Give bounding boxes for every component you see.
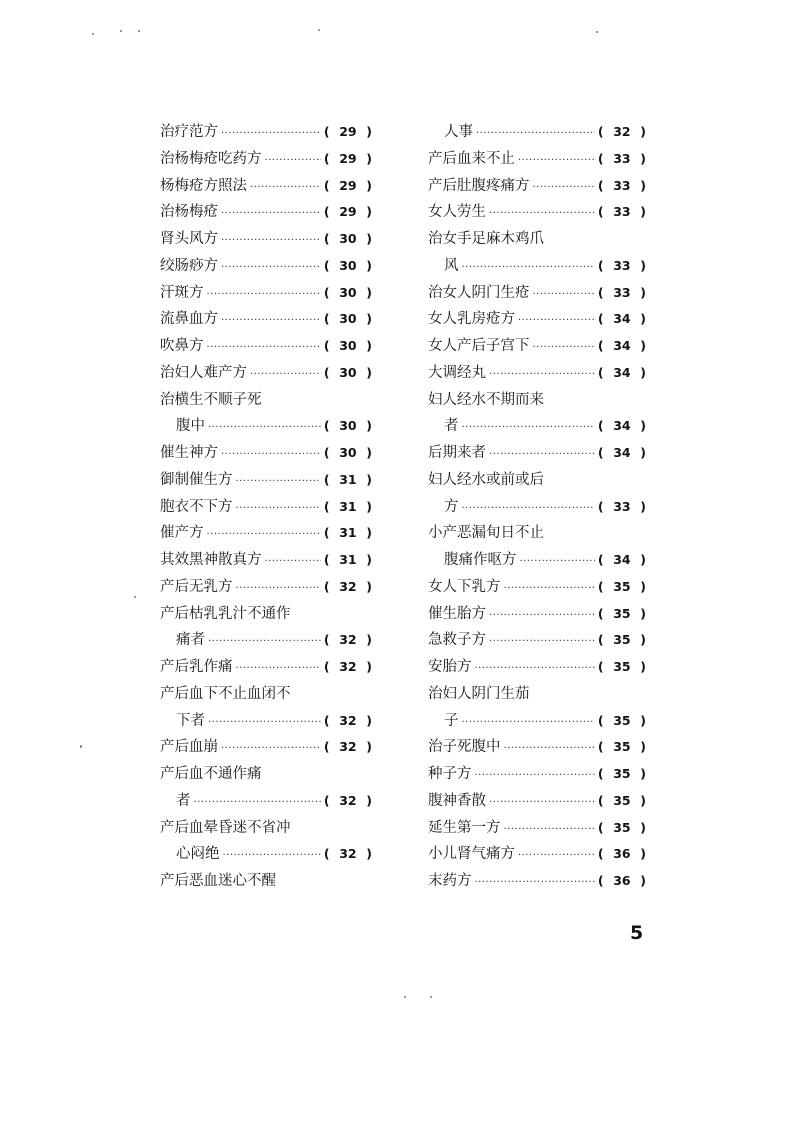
toc-entry-title: 产后恶血迷心不醒 xyxy=(160,873,276,889)
toc-page-number: 30 xyxy=(339,257,357,273)
toc-page-ref: ( 34 ) xyxy=(598,306,646,333)
toc-entry-title: 治杨梅疮 xyxy=(160,204,218,221)
toc-page-number: 30 xyxy=(339,284,357,300)
toc-entry xyxy=(160,841,372,868)
toc-page-number: 33 xyxy=(613,284,631,300)
toc-page-number: 36 xyxy=(613,846,631,862)
dot-leader xyxy=(504,736,595,763)
toc-entry xyxy=(428,520,646,547)
dot-leader xyxy=(236,656,321,683)
toc-entry xyxy=(160,199,372,226)
toc-entry-title: 延生第一方 xyxy=(428,819,501,836)
toc-entry-title: 小儿肾气痛方 xyxy=(428,846,515,863)
dot-leader xyxy=(533,282,595,309)
scan-speck xyxy=(134,596,136,598)
toc-entry-title: 治妇人阴门生茄 xyxy=(428,685,530,702)
toc-entry-title: 治妇人难产方 xyxy=(160,364,247,381)
toc-entry xyxy=(428,119,646,146)
dot-leader xyxy=(221,442,321,469)
toc-entry-title: 其效黑神散真方 xyxy=(160,552,262,568)
toc-entry xyxy=(428,226,646,253)
scan-speck xyxy=(404,996,406,998)
toc-entry xyxy=(428,467,646,494)
toc-entry xyxy=(428,387,646,414)
toc-page-ref: ( 34 ) xyxy=(598,333,646,360)
toc-entry-title: 催生胎方 xyxy=(428,605,486,622)
dot-leader xyxy=(475,656,595,683)
toc-page-number: 35 xyxy=(613,766,631,781)
toc-entry-title: 小产恶漏旬日不止 xyxy=(428,525,544,542)
toc-page-ref: ( 30 ) xyxy=(324,253,372,280)
dot-leader xyxy=(221,228,321,255)
scan-speck xyxy=(596,31,598,33)
toc-page-number: 30 xyxy=(339,338,357,353)
toc-page-ref: ( 34 ) xyxy=(598,547,646,574)
toc-entry-title: 治横生不顺子死 xyxy=(160,391,262,408)
dot-leader xyxy=(207,522,321,549)
toc-entry-title: 产后血下不止血闭不 xyxy=(160,685,291,702)
toc-entry xyxy=(428,761,646,788)
toc-entry-title: 产后血崩 xyxy=(160,739,218,756)
toc-entry xyxy=(428,280,646,307)
toc-page-ref: ( 29 ) xyxy=(324,146,372,173)
toc-entry-title: 汗斑方 xyxy=(160,284,204,301)
dot-leader xyxy=(207,282,321,309)
toc-entry-title: 后期来者 xyxy=(428,445,486,461)
toc-entry-title: 大调经丸 xyxy=(428,364,486,381)
toc-page-ref: ( 34 ) xyxy=(598,440,646,467)
toc-entry xyxy=(428,654,646,681)
toc-entry xyxy=(160,708,372,735)
toc-entry xyxy=(160,627,372,654)
toc-entry-title: 妇人经水或前或后 xyxy=(428,471,544,488)
toc-entry xyxy=(428,146,646,173)
toc-page-ref: ( 29 ) xyxy=(324,199,372,226)
toc-entry-title: 痛者 xyxy=(176,632,205,649)
toc-entry-title: 安胎方 xyxy=(428,659,472,675)
toc-page-number: 33 xyxy=(613,177,631,193)
toc-page-ref: ( 33 ) xyxy=(598,146,646,173)
toc-page-number: 36 xyxy=(613,873,631,888)
scan-speck xyxy=(120,30,122,32)
toc-page-ref: ( 32 ) xyxy=(324,574,372,601)
toc-entry-title: 女人下乳方 xyxy=(428,578,501,595)
toc-page-number: 29 xyxy=(339,150,357,166)
toc-entry xyxy=(160,119,372,146)
toc-page-number: 30 xyxy=(339,311,357,327)
dot-leader xyxy=(208,629,321,656)
toc-page-ref: ( 35 ) xyxy=(598,601,646,628)
toc-entry xyxy=(160,601,372,628)
toc-entry xyxy=(160,413,372,440)
dot-leader xyxy=(223,843,321,870)
toc-entry xyxy=(428,627,646,654)
toc-page-number: 31 xyxy=(339,471,357,487)
toc-entry-title: 下者 xyxy=(176,712,205,729)
toc-entry-title: 者 xyxy=(176,792,191,809)
scan-speck xyxy=(80,745,82,748)
toc-entry xyxy=(428,199,646,226)
toc-page-number: 35 xyxy=(613,578,631,594)
toc-entry xyxy=(428,574,646,601)
toc-page-ref: ( 32 ) xyxy=(324,654,372,681)
toc-page-ref: ( 32 ) xyxy=(324,788,372,815)
dot-leader xyxy=(462,710,595,737)
toc-entry-title: 产后无乳方 xyxy=(160,578,233,595)
toc-page-number: 32 xyxy=(339,712,357,728)
toc-page-number: 32 xyxy=(339,846,357,862)
dot-leader xyxy=(194,790,321,817)
toc-page-ref: ( 36 ) xyxy=(598,841,646,868)
toc-entry xyxy=(160,574,372,601)
toc-entry-title: 胞衣不下方 xyxy=(160,498,233,515)
toc-entry-title: 女人劳生 xyxy=(428,204,486,221)
toc-entry-title: 急救子方 xyxy=(428,632,486,649)
toc-entry-title: 杨梅疮方照法 xyxy=(160,177,247,194)
toc-entry-title: 产后枯乳乳汁不通作 xyxy=(160,605,291,622)
dot-leader xyxy=(489,790,595,817)
toc-page-ref: ( 30 ) xyxy=(324,280,372,307)
toc-entry-title: 产后血晕昏迷不省冲 xyxy=(160,819,291,836)
toc-entry-title: 末药方 xyxy=(428,873,472,889)
toc-page-number: 32 xyxy=(339,632,357,648)
dot-leader xyxy=(489,603,595,630)
toc-entry xyxy=(428,173,646,200)
toc-page-ref: ( 32 ) xyxy=(324,708,372,735)
toc-page-ref: ( 30 ) xyxy=(324,440,372,467)
toc-page-ref: ( 33 ) xyxy=(598,280,646,307)
toc-entry-title: 腹中 xyxy=(176,418,205,435)
toc-page-number: 30 xyxy=(339,231,357,246)
toc-entry-title: 产后乳作痛 xyxy=(160,659,233,675)
toc-entry-title: 治疗范方 xyxy=(160,124,218,140)
toc-page-number: 34 xyxy=(613,552,631,567)
toc-entry xyxy=(428,708,646,735)
dot-leader xyxy=(518,843,595,870)
dot-leader xyxy=(208,710,321,737)
dot-leader xyxy=(504,817,595,844)
dot-leader xyxy=(221,736,321,763)
toc-page-ref: ( 31 ) xyxy=(324,494,372,521)
dot-leader xyxy=(221,121,321,148)
toc-entry-title: 方 xyxy=(444,498,459,515)
toc-entry xyxy=(428,734,646,761)
dot-leader xyxy=(265,148,321,175)
toc-page-ref: ( 35 ) xyxy=(598,708,646,735)
toc-page-ref: ( 31 ) xyxy=(324,520,372,547)
toc-entry xyxy=(428,547,646,574)
toc-page-ref: ( 34 ) xyxy=(598,413,646,440)
toc-page-ref: ( 30 ) xyxy=(324,360,372,387)
toc-entry-title: 绞肠痧方 xyxy=(160,257,218,274)
toc-entry-title: 御制催生方 xyxy=(160,471,233,488)
toc-page-number: 35 xyxy=(613,632,631,648)
toc-entry-title: 肾头风方 xyxy=(160,231,218,247)
toc-page-ref: ( 31 ) xyxy=(324,547,372,574)
toc-entry-title: 妇人经水不期而来 xyxy=(428,391,544,408)
dot-leader xyxy=(250,362,321,389)
toc-page-ref: ( 35 ) xyxy=(598,788,646,815)
toc-page-ref: ( 32 ) xyxy=(598,119,646,146)
toc-entry-title: 催生神方 xyxy=(160,445,218,461)
dot-leader xyxy=(533,175,595,202)
toc-entry xyxy=(160,146,372,173)
toc-entry-title: 子 xyxy=(444,712,459,729)
dot-leader xyxy=(518,148,595,175)
scan-speck xyxy=(138,30,140,32)
toc-page-number: 34 xyxy=(613,418,631,434)
toc-page-number: 29 xyxy=(339,177,357,193)
toc-page-ref: ( 35 ) xyxy=(598,734,646,761)
toc-page-number: 33 xyxy=(613,150,631,166)
toc-entry xyxy=(428,815,646,842)
toc-page-ref: ( 30 ) xyxy=(324,306,372,333)
toc-page-number: 34 xyxy=(613,338,631,353)
dot-leader xyxy=(221,255,321,282)
toc-entry-title: 人事 xyxy=(444,124,473,140)
toc-entry xyxy=(160,494,372,521)
toc-page-ref: ( 35 ) xyxy=(598,574,646,601)
toc-page-number: 35 xyxy=(613,739,631,755)
toc-entry-title: 者 xyxy=(444,418,459,435)
dot-leader xyxy=(518,308,595,335)
toc-page-ref: ( 32 ) xyxy=(324,734,372,761)
toc-page-ref: ( 33 ) xyxy=(598,199,646,226)
toc-page-ref: ( 35 ) xyxy=(598,815,646,842)
toc-entry xyxy=(428,306,646,333)
toc-entry xyxy=(428,333,646,360)
toc-entry-title: 女人乳房疮方 xyxy=(428,311,515,328)
toc-page-ref: ( 33 ) xyxy=(598,173,646,200)
toc-page-ref: ( 35 ) xyxy=(598,627,646,654)
toc-page-ref: ( 31 ) xyxy=(324,467,372,494)
toc-page-number: 32 xyxy=(339,659,357,674)
dot-leader xyxy=(489,629,595,656)
dot-leader xyxy=(475,870,595,897)
toc-page-ref: ( 35 ) xyxy=(598,654,646,681)
toc-entry xyxy=(428,841,646,868)
toc-page-number: 29 xyxy=(339,124,357,139)
dot-leader xyxy=(462,496,595,523)
toc-page-number: 35 xyxy=(613,792,631,808)
scan-speck xyxy=(430,996,432,998)
toc-page-number: 30 xyxy=(339,364,357,380)
toc-page-ref: ( 29 ) xyxy=(324,173,372,200)
toc-page-number: 33 xyxy=(613,257,631,273)
dot-leader xyxy=(462,255,595,282)
dot-leader xyxy=(520,549,595,576)
toc-entry xyxy=(160,440,372,467)
toc-entry xyxy=(160,520,372,547)
toc-page-ref: ( 34 ) xyxy=(598,360,646,387)
dot-leader xyxy=(533,335,595,362)
dot-leader xyxy=(207,335,321,362)
toc-entry xyxy=(428,494,646,521)
dot-leader xyxy=(489,201,595,228)
toc-entry xyxy=(160,681,372,708)
toc-entry xyxy=(428,440,646,467)
toc-entry-title: 吹鼻方 xyxy=(160,338,204,354)
page-number: 5 xyxy=(630,922,644,944)
toc-page-number: 33 xyxy=(613,204,631,220)
dot-leader xyxy=(489,362,595,389)
dot-leader xyxy=(221,201,321,228)
dot-leader xyxy=(236,469,321,496)
toc-page-number: 31 xyxy=(339,552,357,567)
toc-page-ref: ( 33 ) xyxy=(598,253,646,280)
toc-page-number: 32 xyxy=(339,792,357,808)
dot-leader xyxy=(265,549,321,576)
toc-page-number: 34 xyxy=(613,445,631,460)
scan-speck xyxy=(318,29,320,31)
toc-entry xyxy=(428,681,646,708)
toc-entry-title: 治女人阴门生疮 xyxy=(428,284,530,301)
toc-page-ref: ( 30 ) xyxy=(324,333,372,360)
toc-entry xyxy=(160,306,372,333)
toc-entry xyxy=(160,280,372,307)
dot-leader xyxy=(208,415,321,442)
toc-entry xyxy=(160,333,372,360)
toc-page-number: 32 xyxy=(339,578,357,594)
toc-entry-title: 种子方 xyxy=(428,766,472,782)
dot-leader xyxy=(462,415,595,442)
toc-entry-title: 治子死腹中 xyxy=(428,739,501,756)
toc-entry-title: 风 xyxy=(444,257,459,274)
toc-page-ref: ( 32 ) xyxy=(324,841,372,868)
toc-entry xyxy=(160,654,372,681)
toc-entry-title: 产后血来不止 xyxy=(428,150,515,167)
toc-page-number: 30 xyxy=(339,445,357,460)
toc-entry xyxy=(160,226,372,253)
toc-entry-title: 产后肚腹疼痛方 xyxy=(428,177,530,194)
toc-column-right xyxy=(428,119,646,895)
dot-leader xyxy=(236,496,321,523)
toc-entry-title: 产后血不通作痛 xyxy=(160,766,262,782)
toc-entry-title: 心闷绝 xyxy=(176,846,220,863)
toc-column-left xyxy=(160,119,372,895)
toc-page-number: 30 xyxy=(339,418,357,434)
toc-page-number: 35 xyxy=(613,819,631,835)
toc-page-ref: ( 30 ) xyxy=(324,226,372,253)
toc-page-number: 34 xyxy=(613,311,631,327)
toc-entry-title: 女人产后子宫下 xyxy=(428,338,530,354)
toc-entry-title: 治杨梅疮吃药方 xyxy=(160,150,262,167)
toc-entry xyxy=(160,734,372,761)
toc-entry xyxy=(160,815,372,842)
toc-page-number: 35 xyxy=(613,605,631,621)
toc-page-number: 33 xyxy=(613,498,631,514)
dot-leader xyxy=(476,121,595,148)
toc-page-ref: ( 33 ) xyxy=(598,494,646,521)
scan-speck xyxy=(92,33,94,35)
toc-entry xyxy=(428,413,646,440)
toc-entry xyxy=(160,387,372,414)
toc-page-number: 34 xyxy=(613,364,631,380)
toc-page-number: 35 xyxy=(613,712,631,728)
toc-entry xyxy=(160,360,372,387)
toc-entry xyxy=(160,253,372,280)
toc-entry-title: 治女手足麻木鸡爪 xyxy=(428,231,544,247)
toc-page-number: 29 xyxy=(339,204,357,220)
toc-entry xyxy=(428,601,646,628)
toc-entry xyxy=(160,547,372,574)
toc-page-number: 32 xyxy=(613,124,631,139)
toc-entry xyxy=(428,788,646,815)
dot-leader xyxy=(475,763,595,790)
toc-entry xyxy=(160,788,372,815)
toc-page-number: 31 xyxy=(339,525,357,541)
toc-page-ref: ( 29 ) xyxy=(324,119,372,146)
toc-page-ref: ( 36 ) xyxy=(598,868,646,895)
toc-page-number: 35 xyxy=(613,659,631,674)
toc-entry xyxy=(428,868,646,895)
dot-leader xyxy=(489,442,595,469)
toc-entry-title: 催产方 xyxy=(160,525,204,542)
dot-leader xyxy=(250,175,321,202)
dot-leader xyxy=(236,576,321,603)
dot-leader xyxy=(504,576,595,603)
toc-entry-title: 流鼻血方 xyxy=(160,311,218,328)
toc-entry xyxy=(428,253,646,280)
toc-entry-title: 腹神香散 xyxy=(428,792,486,809)
toc-entry xyxy=(428,360,646,387)
dot-leader xyxy=(221,308,321,335)
toc-page-number: 32 xyxy=(339,739,357,755)
toc-entry xyxy=(160,467,372,494)
toc-entry xyxy=(160,868,372,895)
toc-entry xyxy=(160,761,372,788)
toc-entry-title: 腹痛作呕方 xyxy=(444,552,517,568)
toc-page-ref: ( 35 ) xyxy=(598,761,646,788)
toc-entry xyxy=(160,173,372,200)
toc-page-ref: ( 32 ) xyxy=(324,627,372,654)
toc-page-number: 31 xyxy=(339,498,357,514)
toc-page-ref: ( 30 ) xyxy=(324,413,372,440)
